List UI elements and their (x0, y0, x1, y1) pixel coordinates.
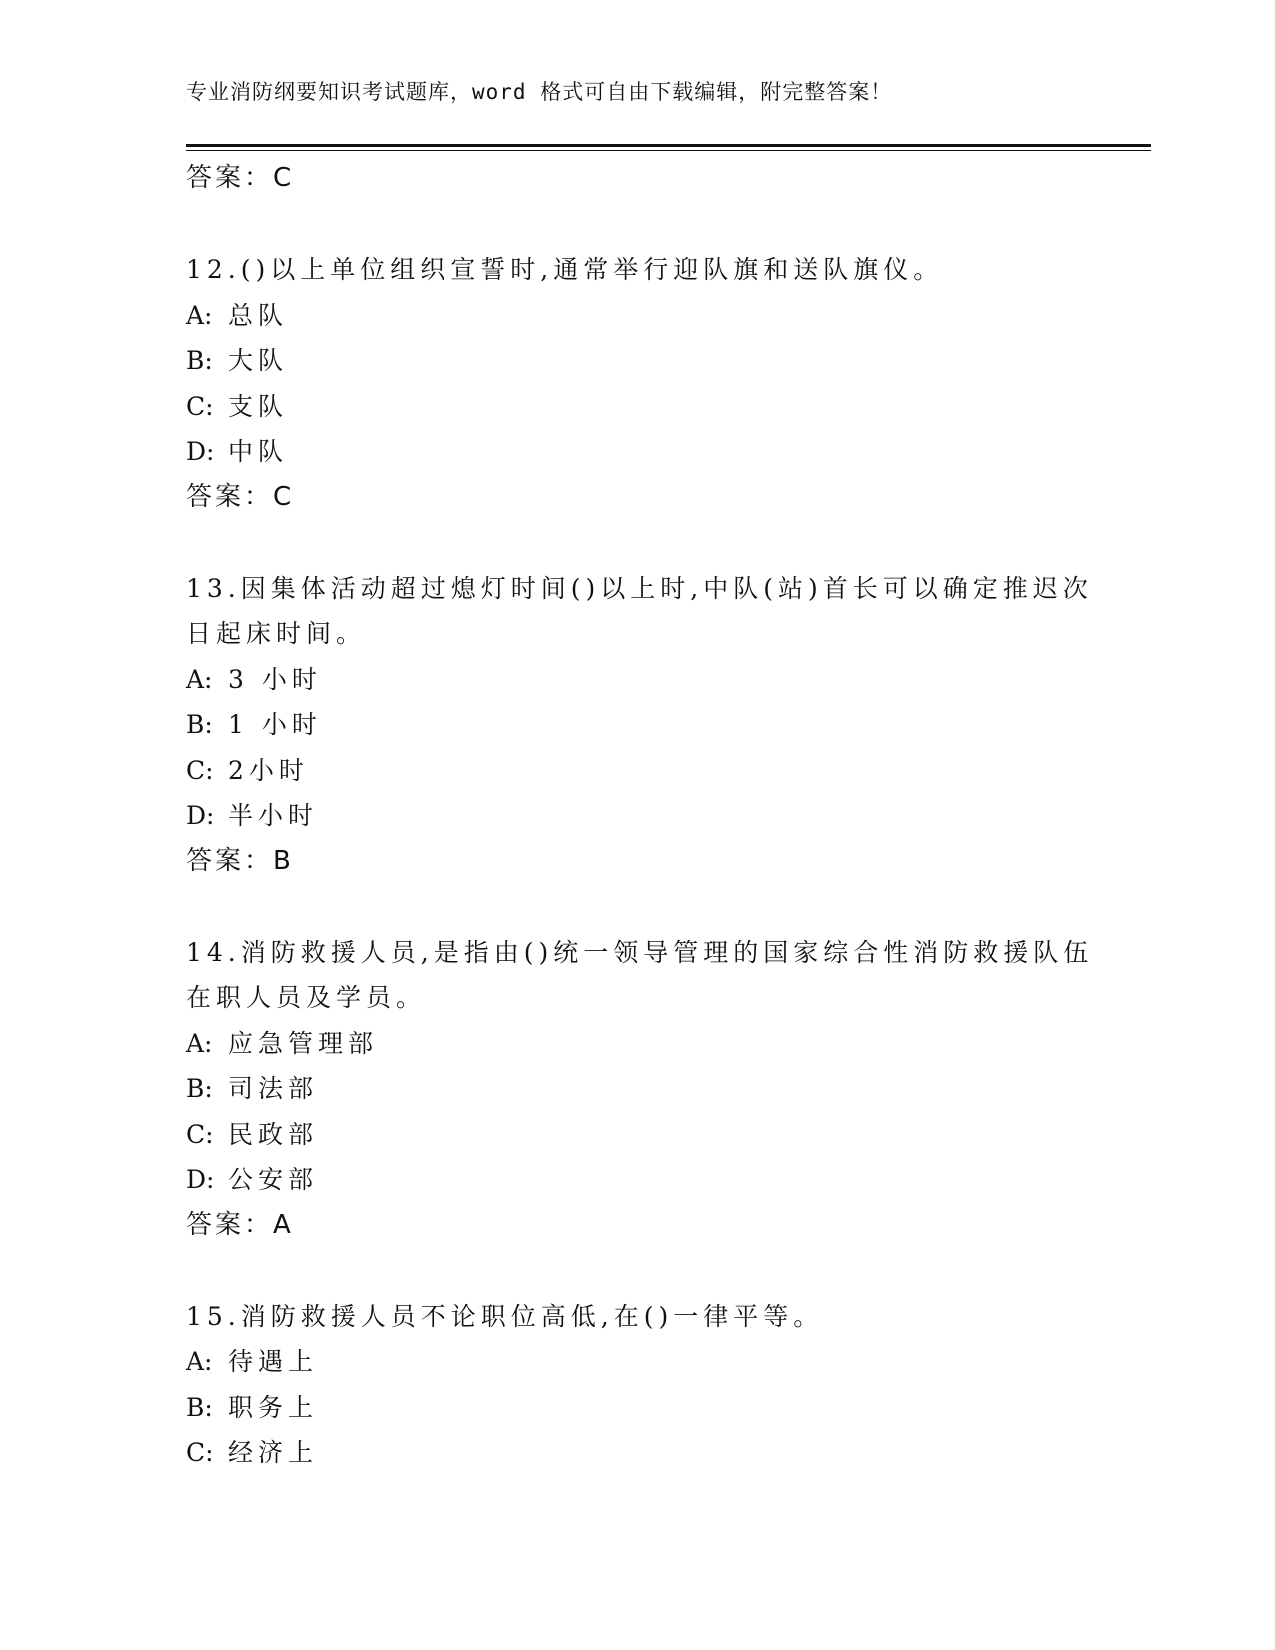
option-b (186, 702, 1066, 748)
option-text: 待遇上 (228, 1347, 319, 1376)
option-key: C: (186, 1438, 214, 1467)
question-block (186, 1294, 1066, 1476)
option-key: A: (186, 664, 213, 694)
option-c (186, 748, 1066, 794)
option-key: B: (186, 710, 213, 739)
question-stem-continued: 日起床时间。 (186, 619, 367, 648)
previous-answer: 答案：C (186, 163, 295, 193)
option-b (186, 1066, 1066, 1112)
spacer (186, 884, 1066, 930)
option-text: 职务上 (228, 1392, 319, 1422)
option-key: D: (186, 437, 215, 466)
option-key: D: (186, 801, 215, 830)
answer-label: 答案：A (186, 1209, 294, 1240)
option-text: 2小时 (228, 755, 309, 785)
question-block (186, 247, 1066, 520)
question-stem: 13.因集体活动超过熄灯时间()以上时,中队(站)首长可以确定推迟次 (186, 573, 1093, 603)
page-header: 专业消防纲要知识考试题库，word 格式可自由下载编辑，附完整答案！ (186, 80, 893, 104)
option-a (186, 1021, 1066, 1067)
option-a (186, 293, 1066, 339)
option-c (186, 1430, 1066, 1476)
spacer (186, 1248, 1066, 1294)
spacer (186, 520, 1066, 566)
option-d (186, 429, 1066, 475)
option-key: A: (186, 1347, 213, 1376)
header-rule-thin (186, 150, 1151, 151)
option-key: A: (186, 1028, 213, 1058)
option-key: D: (186, 1165, 215, 1194)
answer-label: 答案：B (186, 845, 294, 876)
question-block (186, 930, 1094, 1249)
option-text: 总队 (228, 300, 289, 330)
question-stem: 12.()以上单位组织宣誓时,通常举行迎队旗和送队旗仪。 (186, 255, 944, 284)
option-text: 3 小时 (228, 664, 322, 694)
question-stem: 14.消防救援人员,是指由()统一领导管理的国家综合性消防救援队伍 (186, 937, 1094, 967)
option-text: 民政部 (228, 1119, 319, 1149)
option-d (186, 793, 1066, 839)
option-b (186, 1385, 1066, 1431)
option-key: C: (186, 1119, 214, 1149)
option-key: B: (186, 1074, 213, 1103)
option-text: 大队 (228, 346, 289, 375)
option-b (186, 338, 1066, 384)
answer-label: 答案：C (186, 481, 295, 512)
question-stem: 15.消防救援人员不论职位高低,在()一律平等。 (186, 1301, 824, 1331)
option-text: 1 小时 (228, 710, 322, 739)
option-a (186, 657, 1066, 703)
option-text: 支队 (228, 391, 289, 421)
option-text: 公安部 (228, 1165, 319, 1194)
option-c (186, 384, 1066, 430)
option-text: 中队 (228, 437, 289, 466)
option-text: 司法部 (228, 1074, 319, 1103)
spacer (186, 202, 1066, 248)
question-list (186, 156, 1094, 1476)
option-c (186, 1112, 1066, 1158)
option-key: B: (186, 1392, 213, 1422)
option-a (186, 1339, 1066, 1385)
option-text: 应急管理部 (228, 1028, 379, 1058)
option-key: C: (186, 755, 214, 785)
header-rule-thick (186, 144, 1151, 147)
option-text: 经济上 (228, 1438, 319, 1467)
question-block (186, 566, 1093, 885)
option-key: A: (186, 300, 213, 330)
option-key: B: (186, 346, 213, 375)
question-stem-continued: 在职人员及学员。 (186, 983, 427, 1012)
option-key: C: (186, 391, 214, 421)
option-d (186, 1157, 1066, 1203)
option-text: 半小时 (228, 801, 319, 830)
